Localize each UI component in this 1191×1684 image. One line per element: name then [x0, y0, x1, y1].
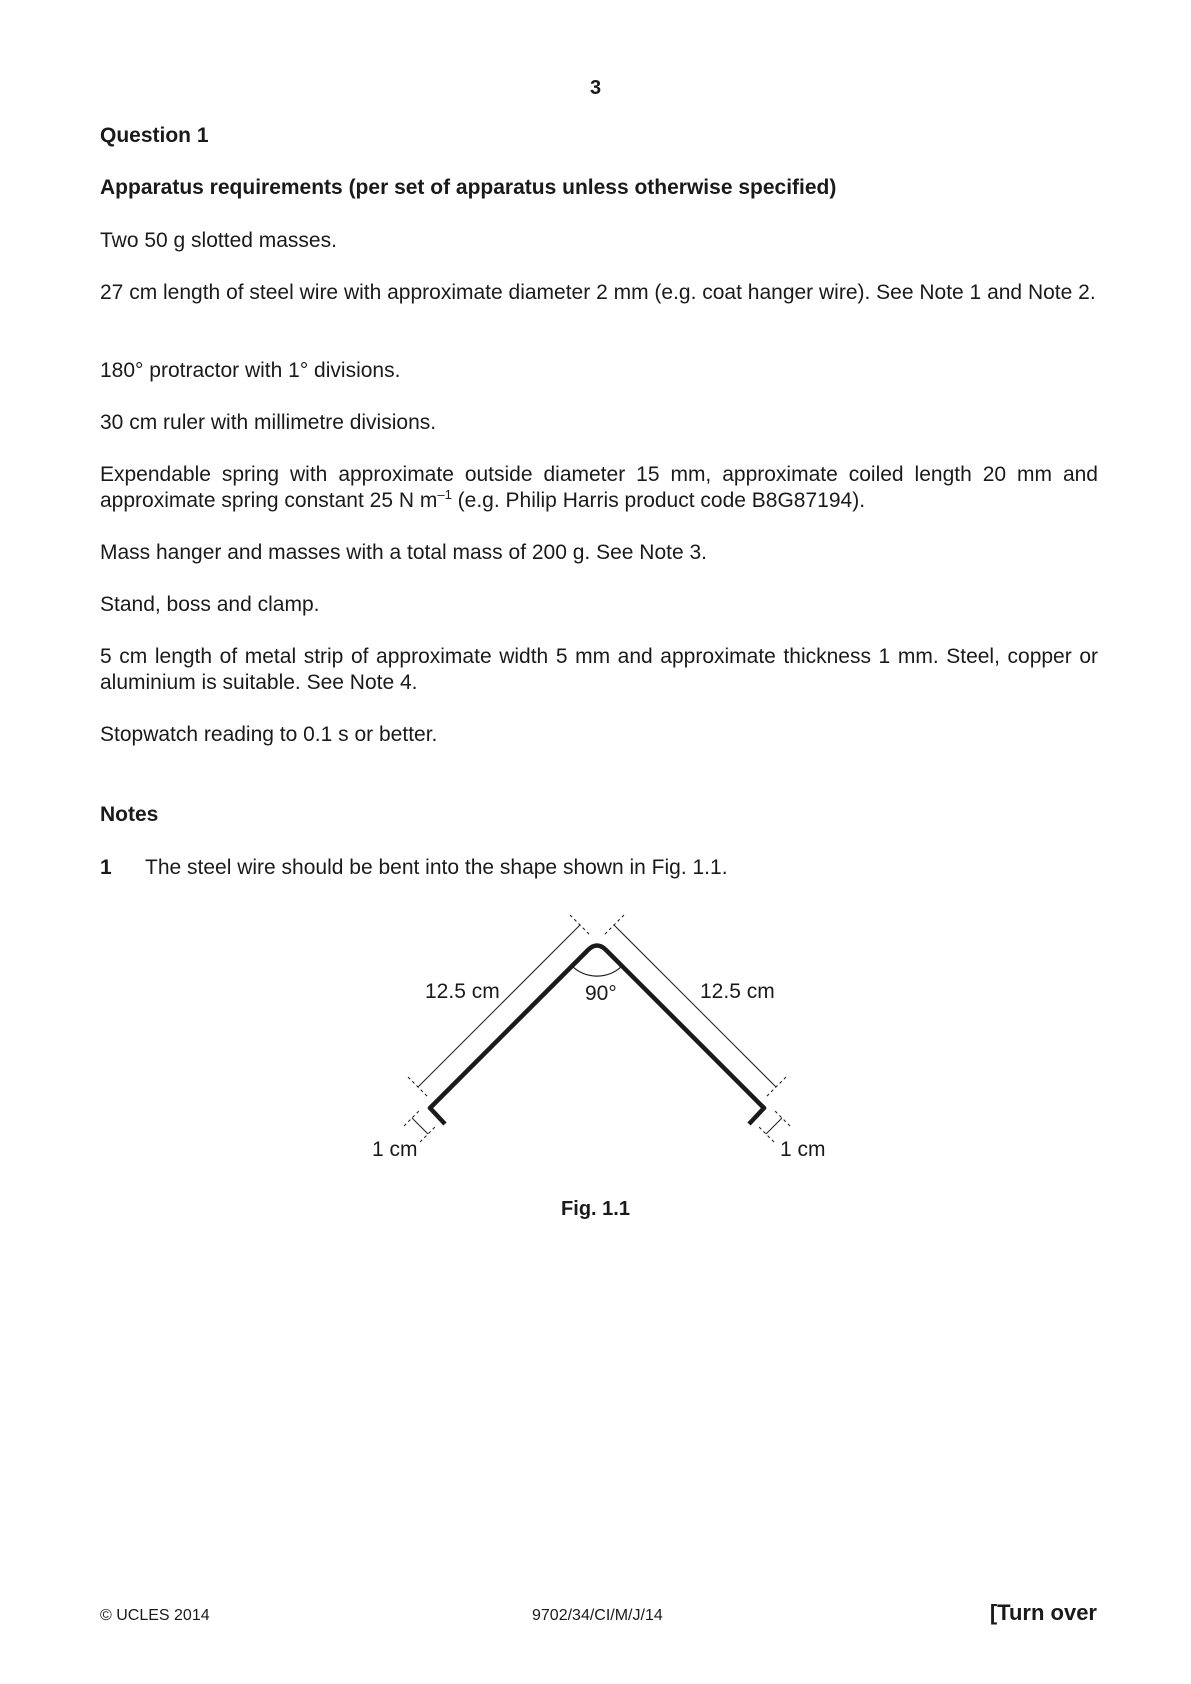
spring-unit-exponent: –1: [437, 487, 452, 502]
item-ruler: 30 cm ruler with millimetre divisions.: [100, 411, 437, 434]
apparatus-heading: Apparatus requirements (per set of apparatus unless otherwise specified): [100, 176, 837, 199]
item-strip: 5 cm length of metal strip of approximate width 5 mm and approximate thickness 1 mm. Steel, copper or aluminium is suitable. See Note 4.: [100, 645, 1098, 694]
note-text: The steel wire should be bent into the shape shown in Fig. 1.1.: [145, 856, 728, 879]
note-number: 1: [100, 856, 112, 879]
footer-turn-over: [Turn over: [989, 1600, 1097, 1625]
right-end-label: 1 cm: [780, 1138, 826, 1161]
spring-text: Expendable spring with approximate outside diameter 15 mm, approximate coiled length 20 mm and approximate spring constant 25 N m: [100, 463, 1098, 512]
item-protractor: 180° protractor with 1° divisions.: [100, 359, 401, 382]
spring-text-end: (e.g. Philip Harris product code B8G87194).: [451, 489, 866, 512]
figure-caption: Fig. 1.1: [561, 1198, 630, 1220]
bent-wire-figure: [0, 895, 1191, 1185]
footer-copyright: © UCLES 2014: [100, 1607, 210, 1624]
item-spring: [100, 462, 1098, 514]
footer-paper-code: 9702/34/CI/M/J/14: [532, 1607, 663, 1624]
steel-wire-shape: [430, 946, 764, 1125]
right-length-label: 12.5 cm: [700, 980, 775, 1003]
left-dimension-line: [418, 925, 580, 1087]
item-wire: 27 cm length of steel wire with approximate diameter 2 mm (e.g. coat hanger wire). See Note 1 and Note 2.: [100, 281, 1096, 304]
item-stopwatch: Stopwatch reading to 0.1 s or better.: [100, 723, 438, 746]
angle-label: 90°: [585, 982, 617, 1005]
left-length-label: 12.5 cm: [425, 980, 500, 1003]
notes-heading: Notes: [100, 803, 159, 826]
item-hanger: Mass hanger and masses with a total mass of 200 g. See Note 3.: [100, 541, 707, 564]
right-dimension-line: [614, 925, 776, 1087]
item-stand: Stand, boss and clamp.: [100, 593, 320, 616]
item-masses: Two 50 g slotted masses.: [100, 229, 337, 252]
angle-arc: [572, 966, 622, 976]
right-end-dimension-line: [766, 1118, 782, 1134]
left-end-label: 1 cm: [372, 1138, 418, 1161]
question-title: Question 1: [100, 124, 209, 147]
left-end-dimension-line: [412, 1118, 428, 1134]
page-number: 3: [589, 77, 602, 99]
